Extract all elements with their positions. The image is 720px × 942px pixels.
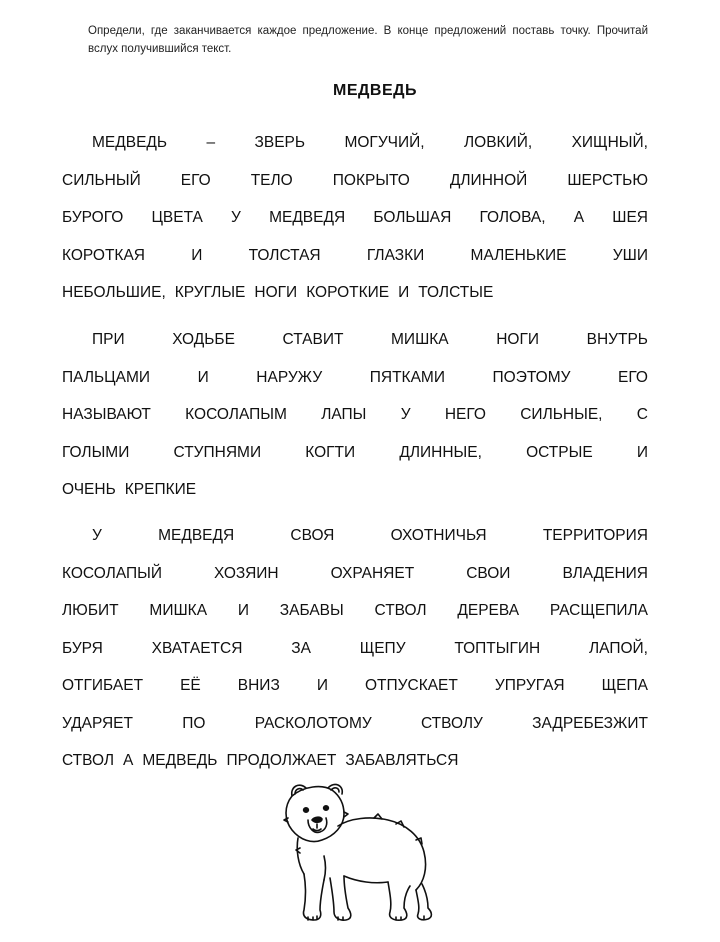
word: БУРЯ [62,639,103,657]
word: ЛАПЫ [321,406,367,423]
word: ГОЛЫМИ [62,443,130,461]
word: КОСОЛАПЫМ [185,406,287,423]
text-line [62,396,648,434]
word: ПРИ [92,331,125,348]
word: ДЛИННЫЕ, [399,443,482,461]
text-line [62,321,648,359]
text-line [62,517,648,555]
word: ЛЮБИТ [62,602,119,619]
word: ОТГИБАЕТ [62,677,144,694]
text-line [62,667,648,705]
word: А [123,752,134,769]
word: ПО [182,714,206,732]
word: И [197,368,209,386]
word: ГЛАЗКИ [366,246,425,264]
word: МЕДВЕДЯ [269,209,346,226]
word: ХОЗЯИН [214,564,279,582]
paragraph-2 [62,321,648,509]
word: ЕЁ [180,677,201,694]
word: ОСТРЫЕ [526,443,593,461]
word: НАРУЖУ [256,368,323,386]
word: ДЛИННОЙ [449,171,528,189]
word: И [316,677,328,694]
text-line [62,705,648,743]
word: МЕДВЕДЬ [92,134,168,151]
word: ШЕРСТЬЮ [567,171,648,189]
word: КОСОЛАПЫЙ [62,564,162,582]
text-line [62,274,648,312]
word: ЛАПОЙ, [589,639,648,657]
word: У [400,406,411,423]
word: СТВОЛ [62,752,115,769]
text-line [62,630,648,668]
paragraph-1 [62,124,648,312]
text-line [62,592,648,630]
word: СИЛЬНЫЕ, [520,406,603,423]
word: СВОИ [466,564,511,582]
word: С [636,406,648,423]
word: ЗВЕРЬ [254,134,306,151]
word: ЩЕПУ [359,639,406,657]
word: ОЧЕНЬ [62,481,116,498]
word: НАЗЫВАЮТ [62,406,151,423]
text-line [62,471,648,509]
word: БУРОГО [62,209,124,226]
word: УДАРЯЕТ [62,714,133,732]
word: КРЕПКИЕ [124,481,197,498]
text-line [62,434,648,472]
text-line [62,742,648,780]
word: КРУГЛЫЕ [174,284,246,301]
word: СТАВИТ [282,331,344,348]
word: СИЛЬНЫЙ [62,171,141,189]
text-line [62,555,648,593]
word: И [636,443,648,461]
word: КОГТИ [305,443,356,461]
word: ПЯТКАМИ [369,368,445,386]
word: МЕДВЕДЬ [142,752,218,769]
word: ТОЛСТЫЕ [418,284,494,301]
text-line [62,199,648,237]
word: ВНИЗ [237,677,280,694]
word: ПРОДОЛЖАЕТ [226,752,337,769]
word: ЦВЕТА [151,209,203,226]
word: ШЕЯ [612,209,648,226]
word: ТЕЛО [250,171,293,189]
word: ЗА [291,639,311,657]
word: ЗАБАВЛЯТЬСЯ [345,752,459,769]
paragraph-3 [62,517,648,780]
text-title: МЕДВЕДЬ [332,82,418,99]
text-line [62,237,648,275]
word: ДЕРЕВА [457,602,520,619]
word: МИШКА [149,602,208,619]
word: РАСКОЛОТОМУ [254,714,372,732]
word: РАСЩЕПИЛА [549,602,648,619]
word: ЕГО [618,368,648,386]
word: ТОЛСТАЯ [248,246,321,264]
word: А [573,209,585,226]
word: НЕБОЛЬШИЕ, [62,284,166,301]
text-line [62,124,648,162]
word: КОРОТКАЯ [62,246,145,264]
word: И [237,602,249,619]
word: ВЛАДЕНИЯ [562,564,648,582]
word: ОХОТНИЧЬЯ [390,527,487,544]
word: БОЛЬШАЯ [373,209,452,226]
word: ТЕРРИТОРИЯ [542,527,648,544]
word: УШИ [612,246,648,264]
text-line [62,359,648,397]
word: ЗАБАВЫ [279,602,344,619]
word: ГОЛОВА, [479,209,546,226]
word: И [191,246,203,264]
word: – [206,134,216,151]
word: СТВОЛУ [420,714,483,732]
word: ХИЩНЫЙ, [571,134,648,151]
word: НОГИ [254,284,298,301]
text-line [62,162,648,200]
word: У [231,209,241,226]
word: МЕДВЕДЯ [158,527,235,544]
word: ОХРАНЯЕТ [330,564,415,582]
word: УПРУГАЯ [494,677,565,694]
word: ЕГО [180,171,211,189]
word: НЕГО [444,406,486,423]
word: ОТПУСКАЕТ [364,677,458,694]
word: МИШКА [391,331,449,348]
word: ЗАДРЕБЕЗЖИТ [532,714,648,732]
word: НОГИ [496,331,540,348]
word: МАЛЕНЬКИЕ [470,246,567,264]
word: ВНУТРЬ [586,331,648,348]
word: СТВОЛ [374,602,427,619]
word: ПОЭТОМУ [492,368,571,386]
word: ПАЛЬЦАМИ [62,368,151,386]
word: ТОПТЫГИН [454,639,541,657]
word: МОГУЧИЙ, [344,134,425,151]
word: И [398,284,410,301]
word: ЩЕПА [601,677,648,694]
word: ХОДЬБЕ [172,331,235,348]
word: СТУПНЯМИ [173,443,262,461]
word: КОРОТКИЕ [306,284,390,301]
bear-illustration [278,778,438,928]
word: ПОКРЫТО [332,171,410,189]
task-instruction: Определи, где заканчивается каждое предложение. В конце предложений поставь точку. Прочитай вслух получившийся текст. [88,25,648,55]
word: У [92,527,102,544]
word: ХВАТАЕТСЯ [151,639,243,657]
word: ЛОВКИЙ, [463,134,533,151]
word: СВОЯ [290,527,335,544]
